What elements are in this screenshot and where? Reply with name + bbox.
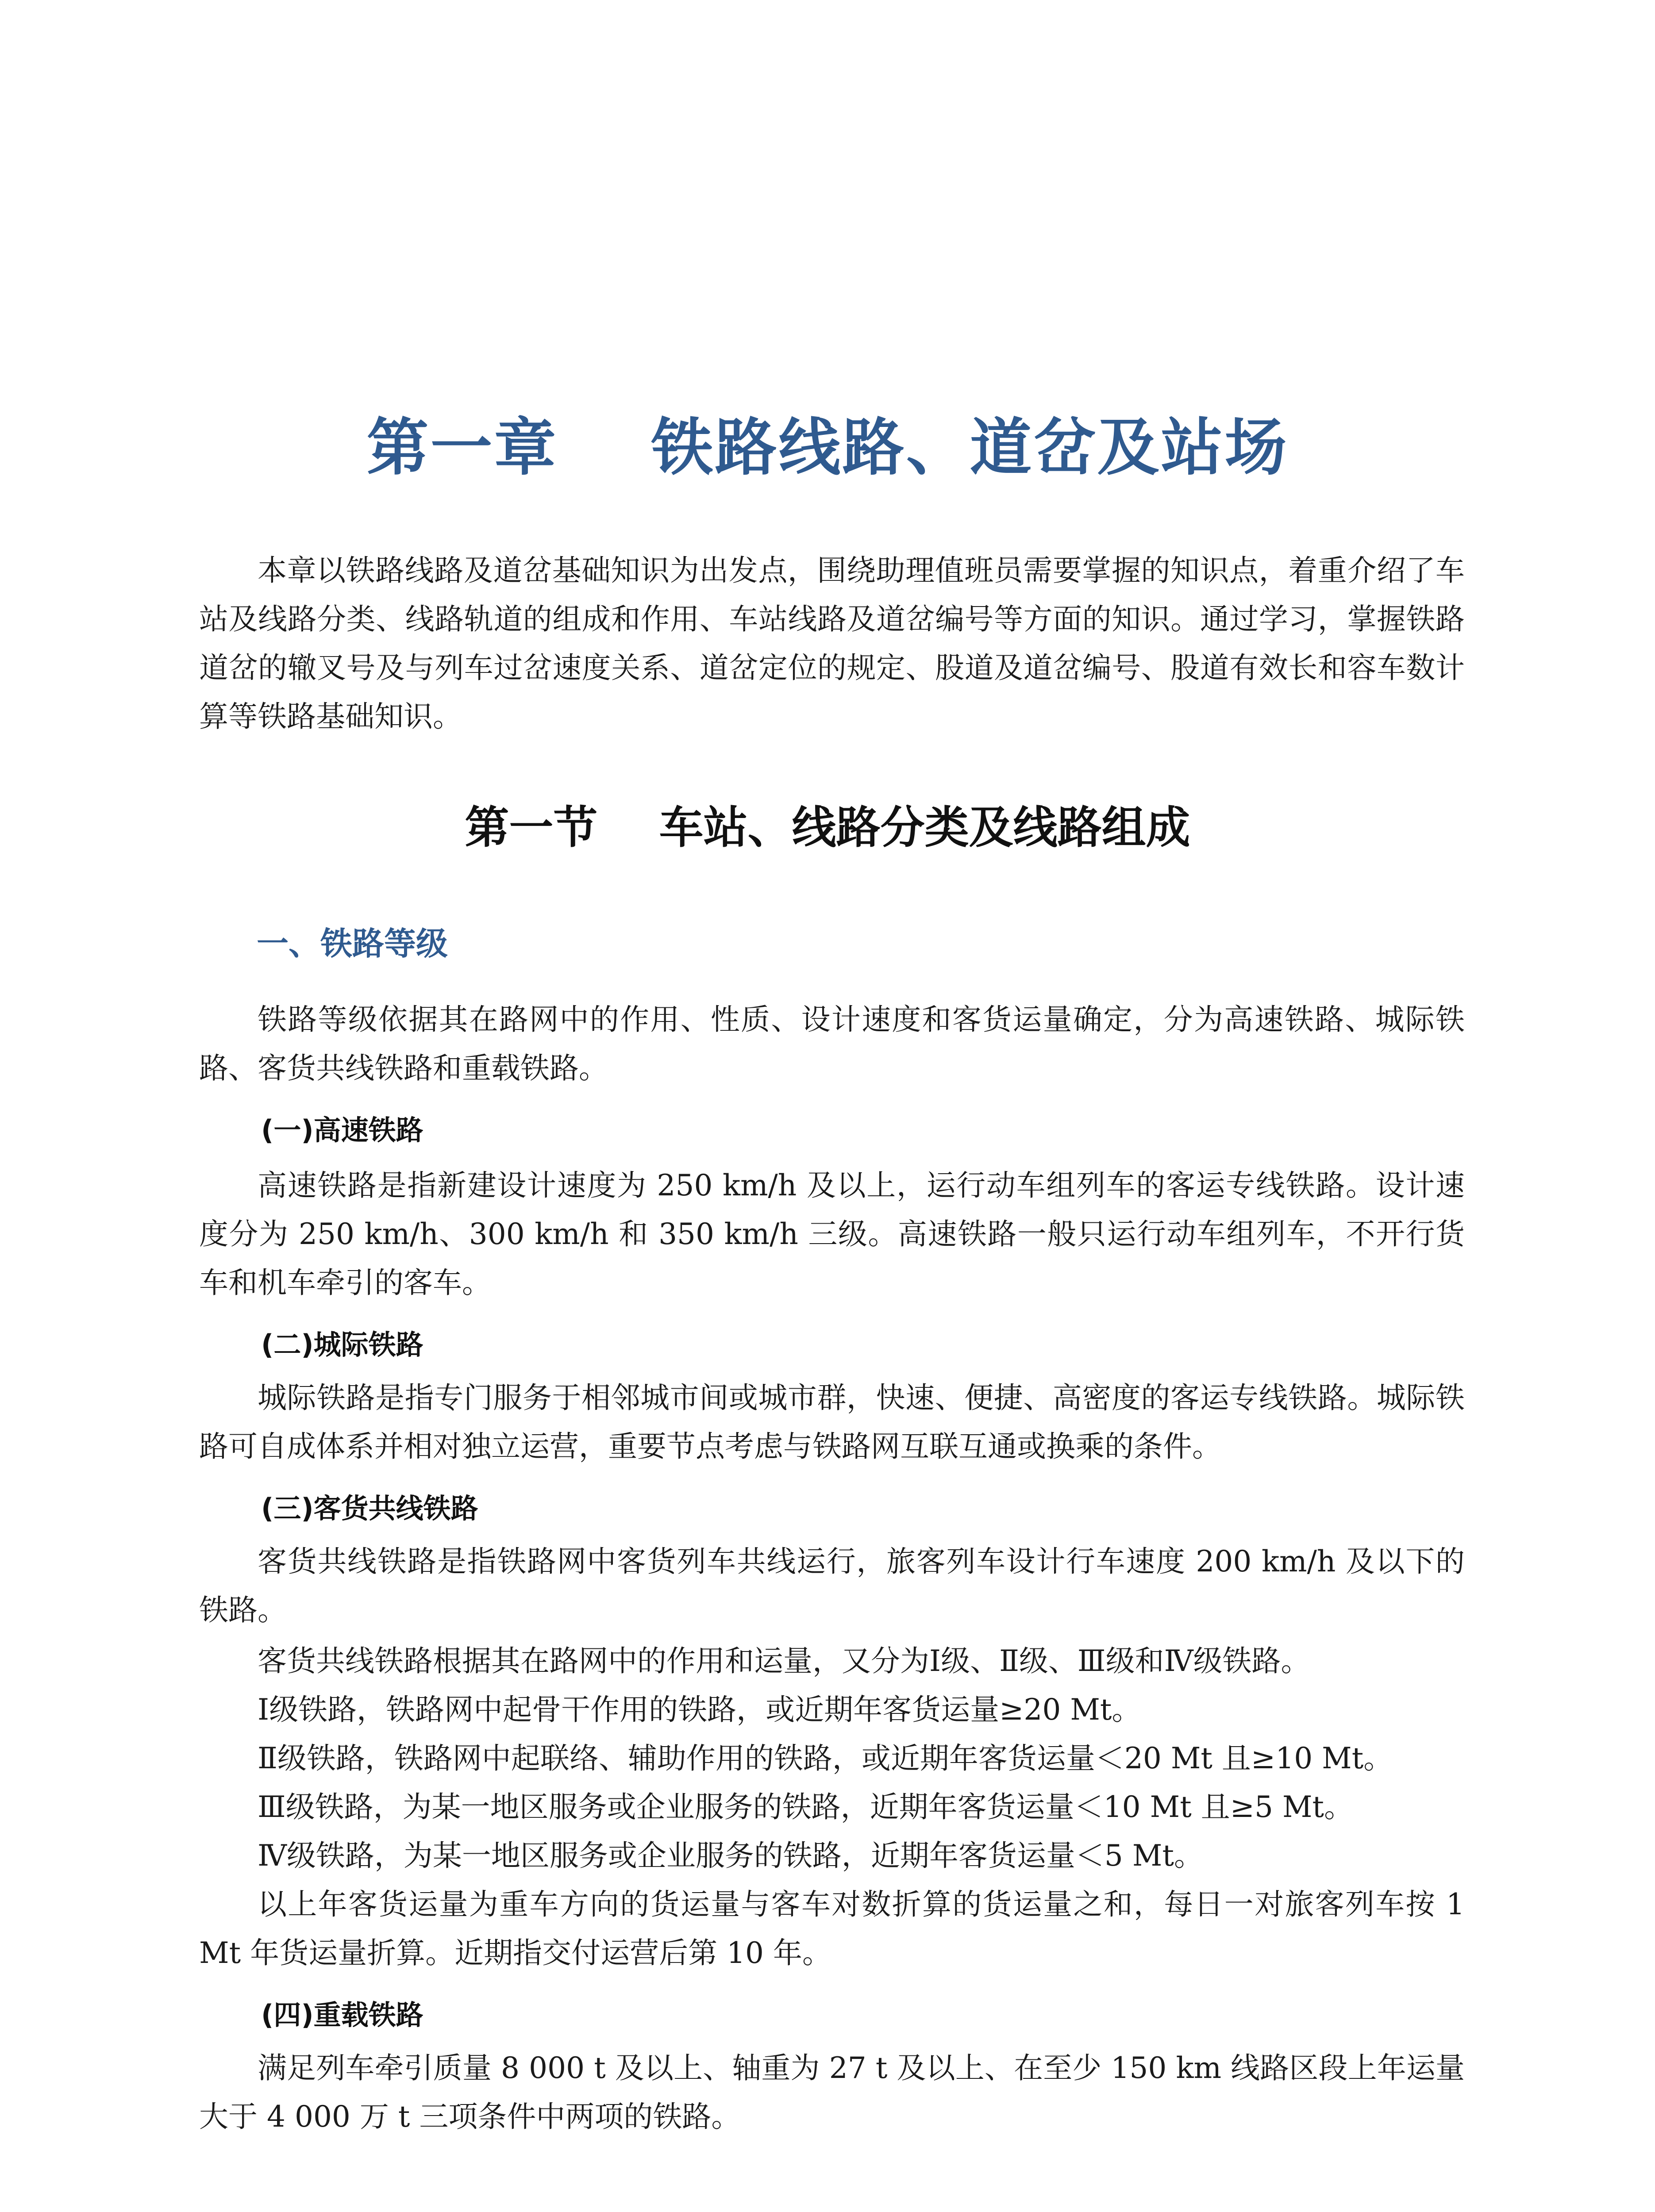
class-3-railway-paragraph: Ⅲ级铁路，为某一地区服务或企业服务的铁路，近期年客货运量＜10 Mt 且≥5 Mt。 bbox=[258, 1790, 1354, 1824]
intercity-railway-heading: (二)城际铁路 bbox=[261, 1329, 423, 1361]
high-speed-railway-heading: (一)高速铁路 bbox=[261, 1114, 423, 1146]
chapter-intro-paragraph: 本章以铁路线路及道岔基础知识为出发点，围绕助理值班员需要掌握的知识点，着重介绍了车站及线路分类、线路轨道的组成和作用、车站线路及道岔编号等方面的知识。通过学习，掌握铁路道岔的辙叉号及与列车过岔速度关系、道岔定位的规定、股道及道岔编号、股道有效长和容车数计算等铁路基础知识。 bbox=[199, 553, 1465, 733]
railway-grade-intro-paragraph: 铁路等级依据其在路网中的作用、性质、设计速度和客货运量确定，分为高速铁路、城际铁路、客货共线铁路和重载铁路。 bbox=[199, 1002, 1465, 1085]
high-speed-railway-paragraph: 高速铁路是指新建设计速度为 250 km/h 及以上，运行动车组列车的客运专线铁路。设计速度分为 250 km/h、300 km/h 和 350 km/h 三级。高速铁路一般只运行动车组列车，不开行货车和机车牵引的客车。 bbox=[199, 1168, 1465, 1300]
class-4-railway-paragraph: Ⅳ级铁路，为某一地区服务或企业服务的铁路，近期年客货运量＜5 Mt。 bbox=[258, 1839, 1204, 1873]
heavy-haul-railway-paragraph: 满足列车牵引质量 8 000 t 及以上、轴重为 27 t 及以上、在至少 150 km 线路区段上年运量大于 4 000 万 t 三项条件中两项的铁路。 bbox=[199, 2051, 1465, 2134]
chapter-title: 第一章 铁路线路、道岔及站场 bbox=[366, 411, 1289, 484]
mixed-railway-paragraph: 客货共线铁路是指铁路网中客货列车共线运行，旅客列车设计行车速度 200 km/h 及以下的铁路。 bbox=[199, 1544, 1465, 1627]
class-2-railway-paragraph: Ⅱ级铁路，铁路网中起联络、辅助作用的铁路，或近期年客货运量＜20 Mt 且≥10 Mt。 bbox=[258, 1741, 1393, 1775]
class-1-railway-paragraph: Ⅰ级铁路，铁路网中起骨干作用的铁路，或近期年客货运量≥20 Mt。 bbox=[258, 1693, 1141, 1727]
freight-volume-note-paragraph: 以上年客货运量为重车方向的货运量与客车对数折算的货运量之和，每日一对旅客列车按 1 Mt 年货运量折算。近期指交付运营后第 10 年。 bbox=[199, 1887, 1465, 1970]
mixed-railway-heading: (三)客货共线铁路 bbox=[261, 1492, 478, 1525]
subsection-title: 一、铁路等级 bbox=[257, 925, 448, 962]
section-title: 第一节 车站、线路分类及线路组成 bbox=[465, 802, 1190, 853]
heavy-haul-railway-heading: (四)重载铁路 bbox=[261, 1999, 423, 2031]
mixed-railway-classes-paragraph: 客货共线铁路根据其在路网中的作用和运量，又分为Ⅰ级、Ⅱ级、Ⅲ级和Ⅳ级铁路。 bbox=[258, 1644, 1310, 1678]
intercity-railway-paragraph: 城际铁路是指专门服务于相邻城市间或城市群，快速、便捷、高密度的客运专线铁路。城际铁路可自成体系并相对独立运营，重要节点考虑与铁路网互联互通或换乘的条件。 bbox=[199, 1381, 1465, 1463]
